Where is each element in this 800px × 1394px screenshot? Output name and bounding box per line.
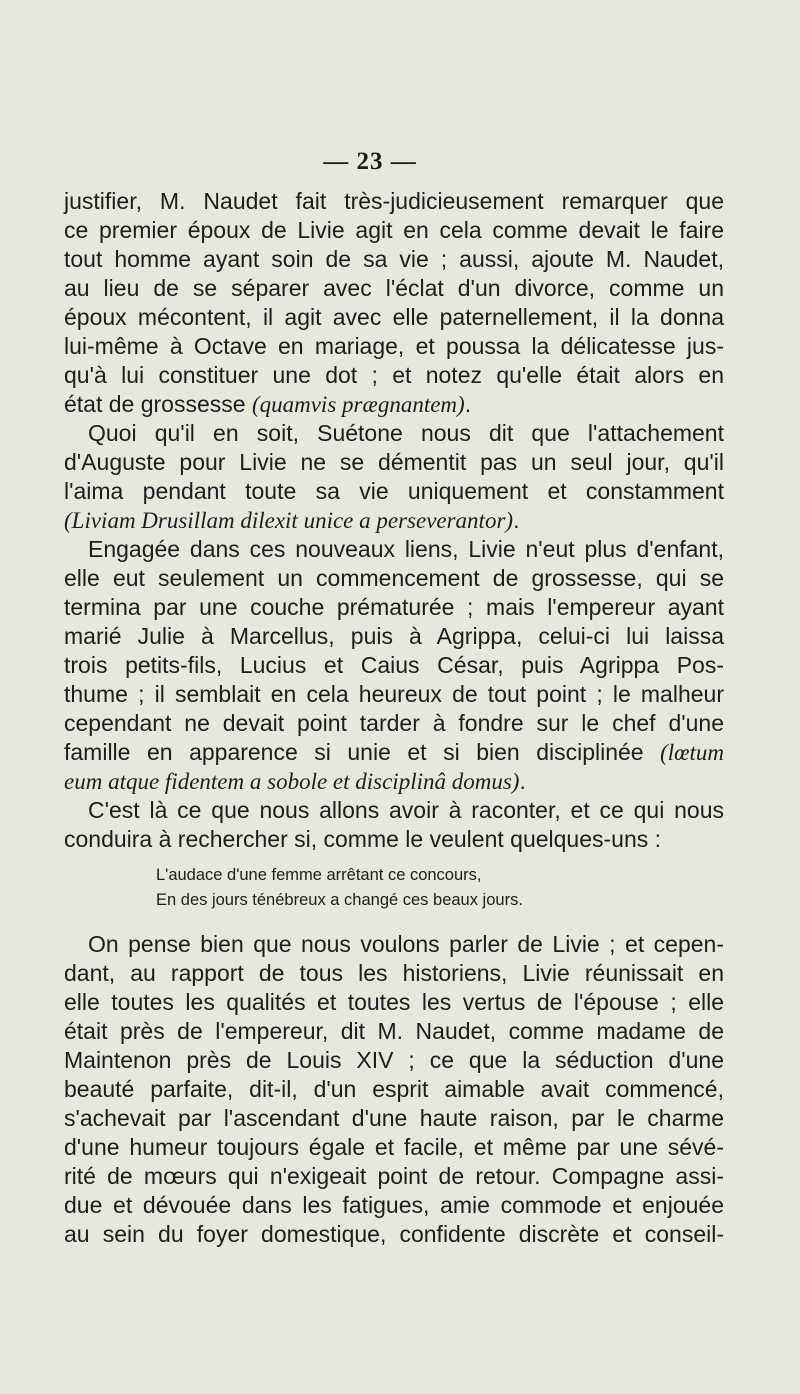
text-line bbox=[64, 738, 724, 767]
text-line: Maintenon près de Louis XIV ; ce que la séduction d'une bbox=[64, 1047, 724, 1073]
text-line: elle eut seulement un commencement de grossesse, qui se bbox=[64, 565, 724, 591]
text-line: dant, au rapport de tous les historiens, Livie réunissait en bbox=[64, 960, 724, 986]
text-line bbox=[64, 506, 724, 535]
text-line: marié Julie à Marcellus, puis à Agrippa, celui-ci lui laissa bbox=[64, 623, 724, 649]
text-line: lui-même à Octave en mariage, et poussa la délicatesse jus- bbox=[64, 333, 724, 359]
text-line bbox=[64, 767, 724, 796]
verse-quotation bbox=[156, 863, 576, 913]
page-number: — 23 — bbox=[323, 148, 417, 175]
body-text-lower bbox=[64, 930, 724, 1249]
text-fragment: . bbox=[513, 507, 520, 533]
text-line: tout homme ayant soin de sa vie ; aussi, ajoute M. Naudet, bbox=[64, 246, 724, 272]
latin-quote: (Liviam Drusillam dilexit unice a perseverantor) bbox=[64, 508, 514, 533]
text-line: cependant ne devait point tarder à fondre sur le chef d'une bbox=[64, 710, 724, 736]
verse-line: En des jours ténébreux a changé ces beaux jours. bbox=[156, 891, 523, 909]
text-line: due et dévouée dans les fatigues, amie commode et enjouée bbox=[64, 1192, 724, 1218]
latin-quote: (lœtum bbox=[660, 740, 724, 765]
text-fragment: famille en apparence si unie et si bien disciplinée bbox=[64, 739, 661, 765]
text-fragment: . bbox=[464, 391, 472, 417]
text-line: d'Auguste pour Livie ne se démentit pas un seul jour, qu'il bbox=[64, 449, 724, 475]
text-line: beauté parfaite, dit-il, d'un esprit aimable avait commencé, bbox=[64, 1076, 724, 1102]
text-line: époux mécontent, il agit avec elle paternellement, il la donna bbox=[64, 304, 724, 330]
text-line: rité de mœurs qui n'exigeait point de retour. Compagne assi- bbox=[64, 1163, 724, 1189]
text-line: elle toutes les qualités et toutes les vertus de l'épouse ; elle bbox=[64, 989, 724, 1015]
text-line: qu'à lui constituer une dot ; et notez qu'elle était alors en bbox=[64, 362, 724, 388]
text-line: Quoi qu'il en soit, Suétone nous dit que l'attachement bbox=[88, 420, 724, 446]
text-fragment: état de grossesse bbox=[64, 391, 252, 417]
text-line: conduira à rechercher si, comme le veulent quelques-uns : bbox=[64, 826, 662, 852]
text-line bbox=[64, 390, 724, 419]
text-line: s'achevait par l'ascendant d'une haute raison, par le charme bbox=[64, 1105, 724, 1131]
text-line: C'est là ce que nous allons avoir à raconter, et ce qui nous bbox=[88, 797, 724, 823]
text-line: justifier, M. Naudet fait très-judicieusement remarquer que bbox=[64, 188, 724, 214]
body-text-upper bbox=[64, 187, 724, 854]
latin-quote: (quamvis prægnantem) bbox=[251, 392, 465, 417]
text-line: était près de l'empereur, dit M. Naudet, comme madame de bbox=[64, 1018, 724, 1044]
text-line: termina par une couche prématurée ; mais l'empereur ayant bbox=[64, 594, 724, 620]
text-line: Engagée dans ces nouveaux liens, Livie n'eut plus d'enfant, bbox=[88, 536, 724, 562]
text-line: l'aima pendant toute sa vie uniquement et constamment bbox=[64, 478, 724, 504]
text-line: d'une humeur toujours égale et facile, et même par une sévé- bbox=[64, 1134, 724, 1160]
text-line: On pense bien que nous voulons parler de Livie ; et cepen- bbox=[88, 931, 724, 957]
text-line: au sein du foyer domestique, confidente discrète et conseil- bbox=[64, 1221, 724, 1247]
latin-quote: eum atque fidentem a sobole et disciplinâ domus) bbox=[64, 769, 520, 794]
text-line: thume ; il semblait en cela heureux de tout point ; le malheur bbox=[64, 681, 724, 707]
verse-line: L'audace d'une femme arrêtant ce concours, bbox=[156, 866, 482, 884]
text-line: trois petits-fils, Lucius et Caius César, puis Agrippa Pos- bbox=[64, 652, 724, 678]
text-line: au lieu de se séparer avec l'éclat d'un divorce, comme un bbox=[64, 275, 724, 301]
text-fragment: . bbox=[519, 768, 526, 794]
text-line: ce premier époux de Livie agit en cela comme devait le faire bbox=[64, 217, 724, 243]
